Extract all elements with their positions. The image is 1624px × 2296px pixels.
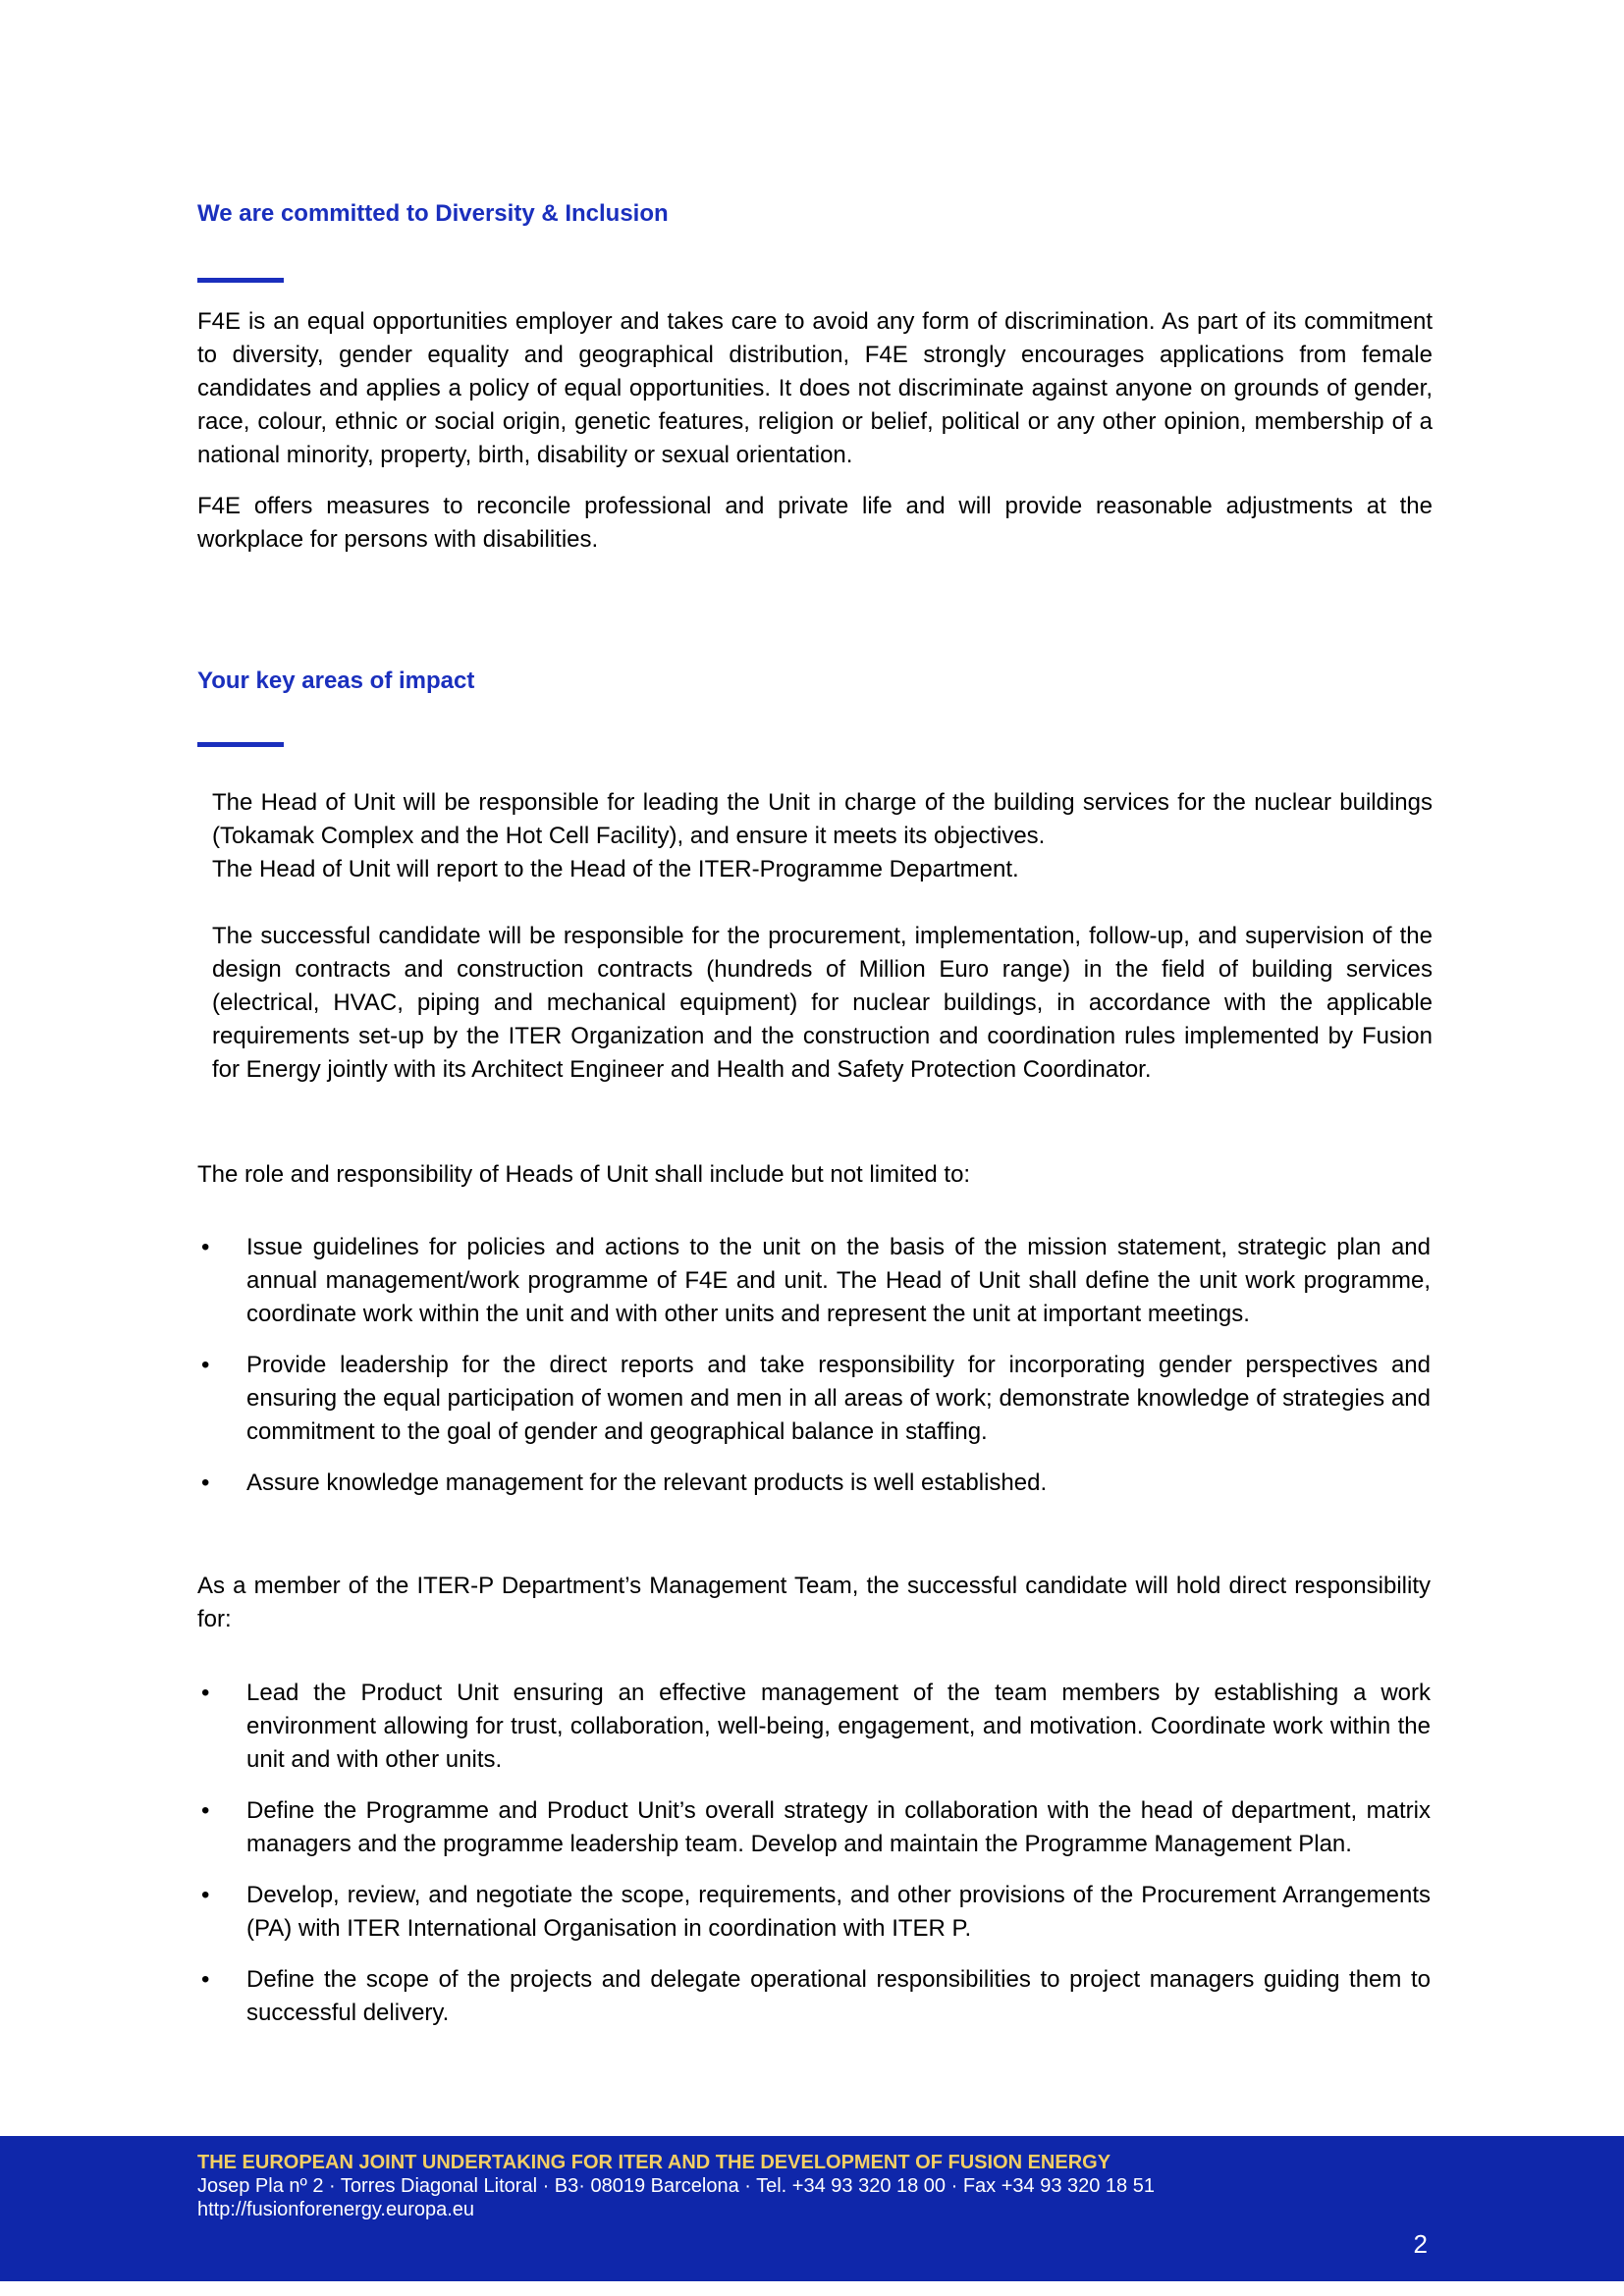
- page-footer: [0, 2136, 1624, 2281]
- role-intro: The role and responsibility of Heads of Unit shall include but not limited to:: [197, 1161, 971, 1188]
- list-item: • Lead the Product Unit ensuring an effective management of the team members by establishing a work environment allowing for trust, collaboration, well-being, engagement, and motivation. Coordinate work within the unit and with other units.: [197, 1677, 1431, 1777]
- bullet-icon: •: [201, 1797, 210, 1824]
- footer-address: Josep Pla nº 2 · Torres Diagonal Litoral · B3· 08019 Barcelona · Tel. +34 93 320 18 00 · Fax +34 93 320 18 51: [197, 2175, 1155, 2197]
- member-list-container: [197, 1677, 1431, 2048]
- impact-intro-text: The successful candidate will be responsible for the procurement, implementation, follow-up, and supervision of the design contracts and construction contracts (hundreds of Million Euro range) in the field of building services (electrical, HVAC, piping and mechanical equipment) for nuclear buildings, in accordance with the applicable requirements set-up by the ITER Organization and the construction and coordination rules implemented by Fusion for Energy jointly with its Architect Engineer and Health and Safety Protection Coordinator.: [212, 923, 1433, 1083]
- diversity-paragraph: F4E offers measures to reconcile professional and private life and will provide reasonable adjustments at the workplace for persons with disabilities.: [197, 493, 1433, 553]
- footer-organization: THE EUROPEAN JOINT UNDERTAKING FOR ITER AND THE DEVELOPMENT OF FUSION ENERGY: [197, 2152, 1111, 2173]
- member-list: [197, 1677, 1431, 2030]
- bullet-icon: •: [201, 1234, 210, 1260]
- diversity-paragraph: F4E is an equal opportunities employer and takes care to avoid any form of discrimination. As part of its commitment to diversity, gender equality and geographical distribution, F4E strongly encourages applications from female candidates and applies a policy of equal opportunities. It does not discriminate against anyone on grounds of gender, race, colour, ethnic or social origin, genetic features, religion or belief, political or any other opinion, membership of a national minority, property, birth, disability or sexual orientation.: [197, 308, 1433, 468]
- list-item: • Issue guidelines for policies and actions to the unit on the basis of the mission statement, strategic plan and annual management/work programme of F4E and unit. The Head of Unit shall define the unit work programme, coordinate work within the unit and with other units and represent the unit at important meetings.: [197, 1231, 1431, 1331]
- role-list-container: [197, 1231, 1431, 1518]
- page-number: 2: [1413, 2229, 1428, 2259]
- bullet-icon: •: [201, 1352, 210, 1378]
- bullet-icon: •: [201, 1882, 210, 1908]
- section-heading-diversity: We are committed to Diversity & Inclusion: [197, 200, 669, 227]
- impact-intro-text: The Head of Unit will be responsible for leading the Unit in charge of the building services for the nuclear buildings (Tokamak Complex and the Hot Cell Facility), and ensure it meets its objectives.: [212, 789, 1433, 849]
- list-item: • Assure knowledge management for the relevant products is well established.: [197, 1467, 1431, 1500]
- impact-intro: [212, 786, 1433, 1087]
- list-item: • Provide leadership for the direct reports and take responsibility for incorporating gender perspectives and ensuring the equal participation of women and men in all areas of work; demonstrate knowledge of strategies and commitment to the goal of gender and geographical balance in staffing.: [197, 1349, 1431, 1449]
- list-item: • Define the Programme and Product Unit’s overall strategy in collaboration with the head of department, matrix managers and the programme leadership team. Develop and maintain the Programme Management Plan.: [197, 1794, 1431, 1861]
- role-list: [197, 1231, 1431, 1500]
- bullet-icon: •: [201, 1966, 210, 1993]
- diversity-body: [197, 305, 1433, 574]
- impact-intro-text: The Head of Unit will report to the Head of the ITER-Programme Department.: [212, 856, 1019, 882]
- section-heading-impact: Your key areas of impact: [197, 667, 475, 694]
- heading-rule: [197, 742, 284, 747]
- bullet-icon: •: [201, 1469, 210, 1496]
- footer-url[interactable]: http://fusionforenergy.europa.eu: [197, 2199, 475, 2220]
- list-item: • Develop, review, and negotiate the scope, requirements, and other provisions of the Procurement Arrangements (PA) with ITER International Organisation in coordination with ITER P.: [197, 1879, 1431, 1946]
- member-intro: As a member of the ITER-P Department’s Management Team, the successful candidate will hold direct responsibility for:: [197, 1573, 1431, 1632]
- bullet-icon: •: [201, 1680, 210, 1706]
- list-item: • Define the scope of the projects and delegate operational responsibilities to project managers guiding them to successful delivery.: [197, 1963, 1431, 2030]
- heading-rule: [197, 278, 284, 283]
